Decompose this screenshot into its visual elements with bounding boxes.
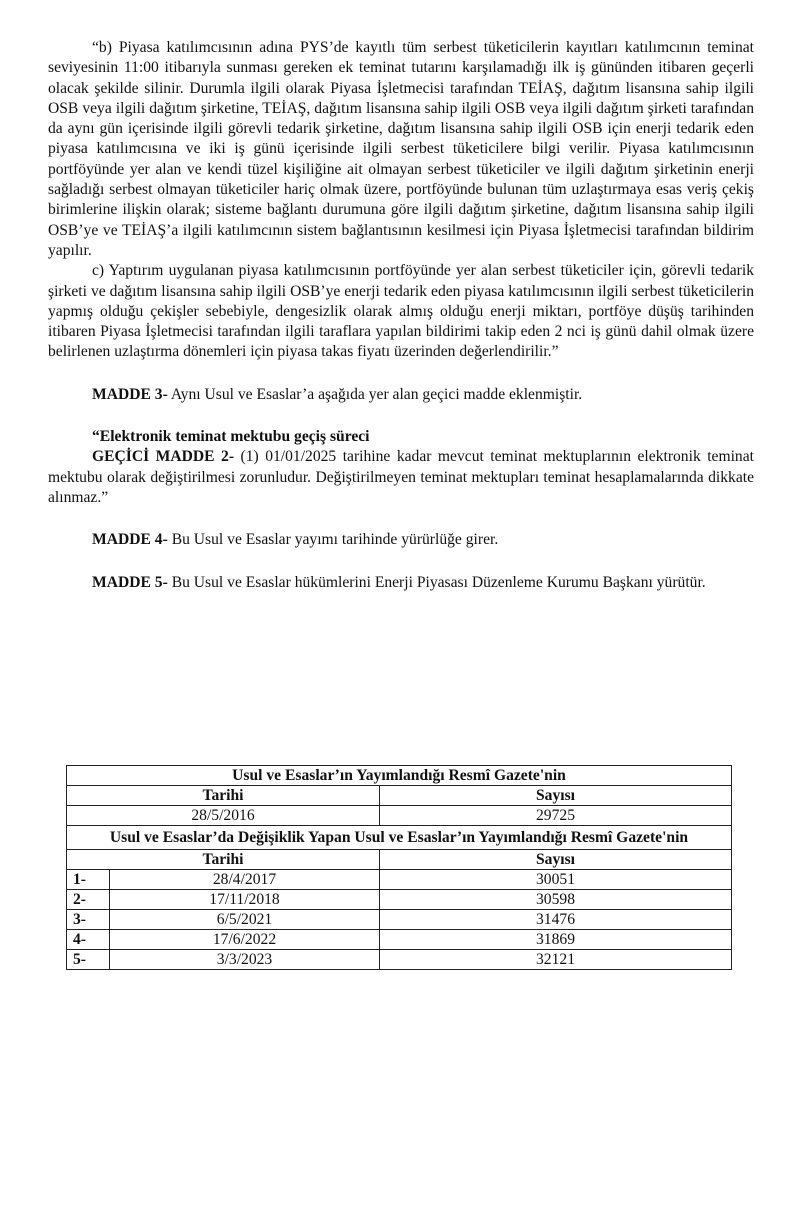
table-row (67, 930, 732, 950)
amendment-number: 32121 (380, 950, 732, 970)
article-5-label: MADDE 5- (92, 573, 168, 591)
provisional-article-2 (48, 447, 754, 508)
column-header-number-2: Sayısı (380, 850, 732, 870)
amendment-date: 17/6/2022 (110, 930, 380, 950)
column-header-number: Sayısı (380, 786, 732, 806)
provisional-heading: “Elektronik teminat mektubu geçiş süreci (92, 428, 370, 446)
document-body (48, 38, 754, 593)
provisional-article-label: GEÇİCİ MADDE 2- (92, 448, 235, 466)
table-row (67, 950, 732, 970)
provisional-article-text: (1) 01/01/2025 tarihine kadar mevcut teminat mektuplarının elektronik teminat mektubu olarak değiştirilmesi zorunludur. Değiştirilmeyen teminat mektupları teminat hesaplamalarında dikkate alınmaz.” (48, 448, 754, 506)
row-number: 1- (67, 870, 110, 890)
original-number: 29725 (380, 806, 732, 826)
table-title-original: Usul ve Esaslar’ın Yayımlandığı Resmî Gazete'nin (67, 766, 732, 786)
article-4-text: Bu Usul ve Esaslar yayımı tarihinde yürürlüğe girer. (167, 531, 499, 549)
article-3-label: MADDE 3- (92, 385, 168, 403)
amendment-number: 31476 (380, 910, 732, 930)
amendment-date: 6/5/2021 (110, 910, 380, 930)
article-4-label: MADDE 4- (92, 531, 168, 549)
row-number: 4- (67, 930, 110, 950)
article-5-text: Bu Usul ve Esaslar hükümlerini Enerji Piyasası Düzenleme Kurumu Başkanı yürütür. (167, 573, 706, 591)
row-number: 2- (67, 890, 110, 910)
table-row (67, 890, 732, 910)
amendment-number: 31869 (380, 930, 732, 950)
article-3-text: Aynı Usul ve Esaslar’a aşağıda yer alan geçici madde eklenmiştir. (167, 385, 583, 403)
amendment-date: 28/4/2017 (110, 870, 380, 890)
amendment-number: 30598 (380, 890, 732, 910)
row-number: 3- (67, 910, 110, 930)
table-row (67, 910, 732, 930)
paragraph-c: c) Yaptırım uygulanan piyasa katılımcısının portföyünde yer alan serbest tüketiciler için, görevli tedarik şirketi ve dağıtım lisansına sahip ilgili OSB’ye enerji tedarik eden piyasa katılımcısının ilgili serbest tüketicilerin yapmış olduğu çekişler sebebiyle, dengesizlik olarak almış olduğu enerji miktarı, portföye düşüş tarihinden itibaren Piyasa İşletmecisi tarafından ilgili taraflara yapılan bildirimi takip eden 2 nci iş günü dahil olmak üzere belirlenen uzlaştırma dönemleri için piyasa takas fiyatı üzerinden değerlendirilir.” (48, 262, 754, 361)
gazette-table (66, 765, 732, 970)
column-header-date-2: Tarihi (67, 850, 380, 870)
article-3 (48, 385, 754, 405)
paragraph-b: “b) Piyasa katılımcısının adına PYS’de kayıtlı tüm serbest tüketicilerin kayıtları katılımcının teminat seviyesinin 11:00 itibarıyla sunması gereken ek teminat tutarını karşılamadığı ilk iş gününden itibaren geçerli olacak şekilde silinir. Durumla ilgili olarak Piyasa İşletmecisi tarafından TEİAŞ, dağıtım lisansına sahip ilgili OSB veya ilgili dağıtım şirketine, TEİAŞ, dağıtım lisansına sahip ilgili OSB veya ilgili dağıtım şirketi tarafından da aynı gün içerisinde ilgili görevli tedarik şirketine, dağıtım lisansına sahip ilgili OSB için enerji tedarik eden piyasa katılımcısına ve iki iş günü içerisinde ilgili serbest tüketicilere bilgi verilir. Piyasa katılımcısının portföyünde yer alan ve kendi tüzel kişiliğine ait olmayan serbest tüketiciler ve ilgili dağıtım şirketinin enerji sağladığı serbest olmayan tüketiciler hariç olmak üzere, portföyünde bulunan tüm uzlaştırmaya esas veriş çekiş birimlerine ilişkin olarak; sisteme bağlantı durumuna göre ilgili dağıtım şirketine, dağıtım lisansına sahip ilgili OSB’ye ve TEİAŞ’a ilgili katılımcının sistem bağlantısının kesilmesi için Piyasa İşletmecisi tarafından bildirim yapılır. (48, 39, 754, 259)
article-4 (48, 530, 754, 550)
column-header-date: Tarihi (67, 786, 380, 806)
table-row (67, 806, 732, 826)
original-date: 28/5/2016 (67, 806, 380, 826)
article-5 (48, 573, 754, 593)
amendment-date: 3/3/2023 (110, 950, 380, 970)
table-row (67, 870, 732, 890)
amendment-date: 17/11/2018 (110, 890, 380, 910)
amendment-number: 30051 (380, 870, 732, 890)
row-number: 5- (67, 950, 110, 970)
table-title-amendments: Usul ve Esaslar’da Değişiklik Yapan Usul ve Esaslar’ın Yayımlandığı Resmî Gazete'nin (67, 826, 732, 850)
